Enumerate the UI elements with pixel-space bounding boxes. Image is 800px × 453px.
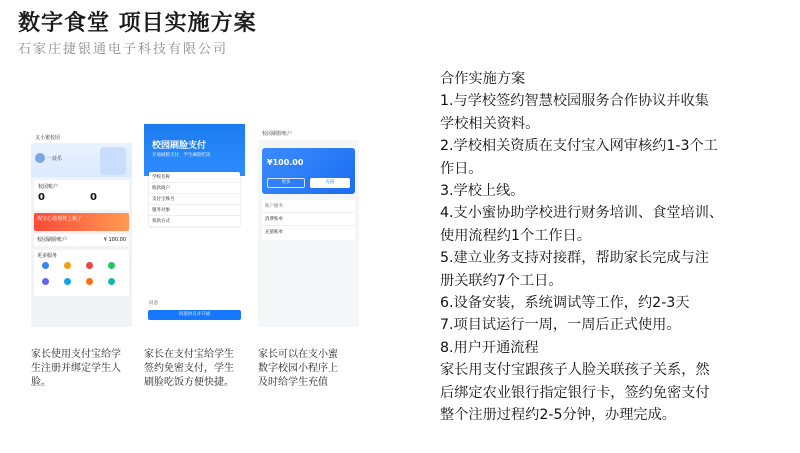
balance-panel[interactable]: [34, 180, 129, 210]
balance-label: 校园账户: [38, 184, 59, 190]
plan-line: 3.学校上线。: [440, 183, 525, 200]
promo-banner[interactable]: 淘宝心选椅凳上新了: [34, 213, 129, 231]
balance-right-value: 0: [90, 192, 97, 203]
account-amount: ¥100.00: [267, 158, 304, 167]
caption-1: [31, 348, 132, 390]
service-icon[interactable]: [108, 262, 115, 269]
list-title: 账户服务: [265, 204, 283, 209]
form-row[interactable]: 扣款方式: [149, 216, 240, 227]
button-label: 同意协议并开通: [178, 312, 211, 317]
plan-line: 使用流程约1个工作日。: [440, 227, 591, 244]
service-icon[interactable]: [42, 262, 49, 269]
plan-line: 4.支小蜜协助学校进行财务培训、食堂培训、: [440, 205, 724, 222]
plan-line: 学校相关资料。: [440, 115, 540, 132]
account-label: 校园刷脸账户: [37, 237, 68, 243]
plan-line: 后绑定农业银行指定银行卡，签约免密支付: [440, 384, 710, 401]
caption-line: 及时给学生充值: [258, 377, 328, 388]
service-icon[interactable]: [42, 278, 49, 285]
plan-line: 6.设备安装，系统调试等工作，约2-3天: [440, 295, 690, 312]
caption-line: 生注册并绑定学生人: [31, 363, 121, 374]
plan-line: 作日。: [440, 160, 483, 177]
plan-line: 册关联约7个工日。: [440, 272, 563, 289]
avatar: [35, 153, 45, 163]
account-card[interactable]: [34, 234, 129, 246]
caption-line: 数字校园小程序上: [258, 363, 338, 374]
service-icon[interactable]: [64, 262, 71, 269]
caption-3: [258, 348, 363, 390]
screenshot-recharge: [258, 124, 359, 327]
service-icon[interactable]: [64, 278, 71, 285]
implementation-plan: [440, 68, 790, 427]
caption-line: 家长在支付宝给学生: [144, 349, 234, 360]
company-subtitle: 石家庄捷银通电子科技有限公司: [18, 42, 229, 57]
agree-open-button[interactable]: [148, 310, 241, 320]
section-title: 更多服务: [37, 253, 58, 259]
user-name: 一晨乐: [47, 156, 63, 162]
form-row[interactable]: 服务对象: [149, 205, 240, 216]
plan-line: 1.与学校签约智慧校园服务合作协议并收集: [440, 93, 709, 110]
face-pay-banner: [144, 124, 245, 176]
service-grid: [34, 250, 129, 296]
nav-bar: [258, 124, 359, 140]
caption-line: 家长使用支付宝给学: [31, 349, 121, 360]
profile-hero: [31, 143, 132, 177]
caption-2: [144, 348, 249, 390]
plan-line: 2.学校相关资质在支付宝入网审核约1-3个工: [440, 138, 718, 155]
nav-title: 支小蜜校园: [31, 133, 132, 143]
nav-title: 校园刷脸账户: [262, 131, 293, 137]
cartoon-image: [100, 147, 126, 175]
status-bar: [31, 124, 132, 133]
caption-line: 刷脸吃饭方便快捷。: [144, 377, 234, 388]
page-title: 数字食堂 项目实施方案: [18, 11, 257, 36]
screenshot-student-registration: [31, 124, 132, 327]
signup-form: [149, 172, 240, 227]
service-icon[interactable]: [108, 278, 115, 285]
account-services: [262, 200, 355, 240]
plan-line: 整个注册过程约2-5分钟，办理完成。: [440, 407, 676, 424]
plan-line: 家长用支付宝跟孩子人脸关联孩子关系，然: [440, 362, 710, 379]
more-button[interactable]: [267, 178, 305, 188]
screenshot-face-payment-signup: [144, 124, 245, 327]
account-value: ¥ 100.00: [103, 237, 126, 243]
list-item[interactable]: 消费账单: [262, 212, 355, 225]
account-card: [262, 148, 355, 194]
plan-line: 合作实施方案: [440, 71, 526, 87]
recharge-label: 充值: [325, 180, 335, 185]
banner-title: 校园刷脸支付: [152, 141, 207, 151]
agree-label[interactable]: 同意: [149, 301, 158, 306]
form-row[interactable]: 收款商户: [149, 183, 240, 194]
list-item[interactable]: 充值账单: [262, 225, 355, 238]
plan-line: 5.建立业务支持对接群，帮助家长完成与注: [440, 250, 709, 267]
form-row[interactable]: 支付宝账号: [149, 194, 240, 205]
banner-sub: 开通刷脸支付，学生刷脸吃饭: [152, 153, 211, 158]
service-icon[interactable]: [86, 278, 93, 285]
caption-line: 家长可以在支小蜜: [258, 349, 338, 360]
form-row[interactable]: 学校名称: [149, 172, 240, 183]
caption-line: 签约免密支付，学生: [144, 363, 234, 374]
balance-left-value: 0: [38, 192, 45, 203]
service-icon[interactable]: [86, 262, 93, 269]
plan-line: 8.用户开通流程: [440, 339, 539, 356]
more-label: 更多: [281, 180, 291, 185]
caption-line: 脸。: [31, 377, 51, 388]
plan-line: 7.项目试运行一周，一周后正式使用。: [440, 317, 681, 334]
recharge-button[interactable]: [310, 178, 350, 188]
